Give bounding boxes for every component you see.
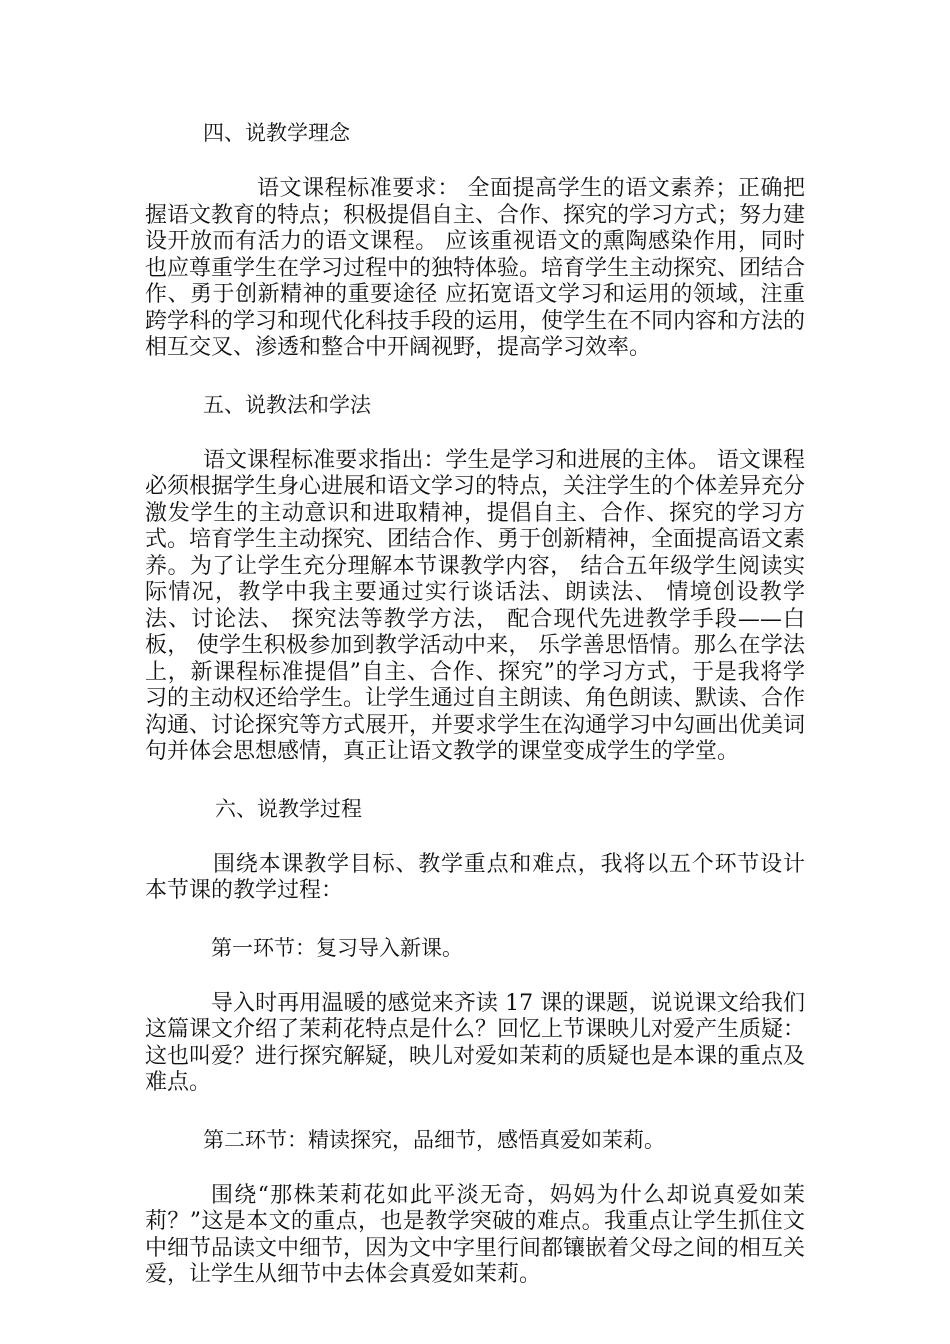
paragraph-teaching-philosophy: 语文课程标准要求： 全面提高学生的语文素养；正确把握语文教育的特点；积极提倡自主、合作、探究的学习方式；努力建设开放而有活力的语文课程。 应该重视语文的熏陶感染作用，同时也应尊重学生在学习过程中的独特体验。培育学生主动探究、团结合作、勇于创新精神的重要途径 应拓宽语文学习和运用的领域，注重跨学科的学习和现代化科技手段的运用，使学生在不同内容和方法的相互交叉、渗透和整合中开阔视野，提高学习效率。	[145, 176, 806, 360]
section-heading-step-two: 第二环节：精读探究，品细节，感悟真爱如茉莉。	[203, 1127, 665, 1152]
paragraph-teaching-methods: 语文课程标准要求指出：学生是学习和进展的主体。 语文课程必须根据学生身心进展和语文学习的特点，关注学生的个体差异充分激发学生的主动意识和进取精神，提倡自主、合作、探究的学习方式。培育学生主动探究、团结合作、勇于创新精神，全面提高语文素养。为了让学生充分理解本节课教学内容， 结合五年级学生阅读实际情况，教学中我主要通过实行谈话法、朗读法、 情境创设教学法、讨论法、 探究法等教学方法， 配合现代先进教学手段——白板， 使学生积极参加到教学活动中来， 乐学善思悟情。那么在学法上，新课程标准提倡”自主、合作、探究”的学习方式，于是我将学习的主动权还给学生。让学生通过自主朗读、角色朗读、默读、合作沟通、讨论探究等方式展开，并要求学生在沟通学习中勾画出优美词句并体会思想感情，真正让语文教学的课堂变成学生的学堂。	[145, 447, 806, 764]
paragraph-step-two: 围绕“那株茉莉花如此平淡无奇，妈妈为什么却说真爱如茉莉？”这是本文的重点，也是教学突破的难点。我重点让学生抓住文中细节品读文中细节，因为文中字里行间都镶嵌着父母之间的相互关爱，让学生从细节中去体会真爱如茉莉。	[145, 1182, 806, 1287]
section-heading-teaching-process: 六、说教学过程	[215, 796, 362, 821]
section-heading-teaching-methods: 五、说教法和学法	[203, 392, 371, 417]
paragraph-step-one: 导入时再用温暖的感觉来齐读 17 课的课题，说说课文给我们这篇课文介绍了茉莉花特点是什么？回忆上节课映儿对爱产生质疑：这也叫爱？进行探究解疑，映儿对爱如茉莉的质疑也是本课的重点及难点。	[145, 990, 806, 1095]
section-heading-step-one: 第一环节：复习导入新课。	[211, 935, 463, 960]
paragraph-teaching-process: 围绕本课教学目标、教学重点和难点，我将以五个环节设计本节课的教学过程：	[145, 851, 805, 903]
section-heading-teaching-philosophy: 四、说教学理念	[203, 121, 350, 145]
document-body	[145, 118, 805, 1317]
